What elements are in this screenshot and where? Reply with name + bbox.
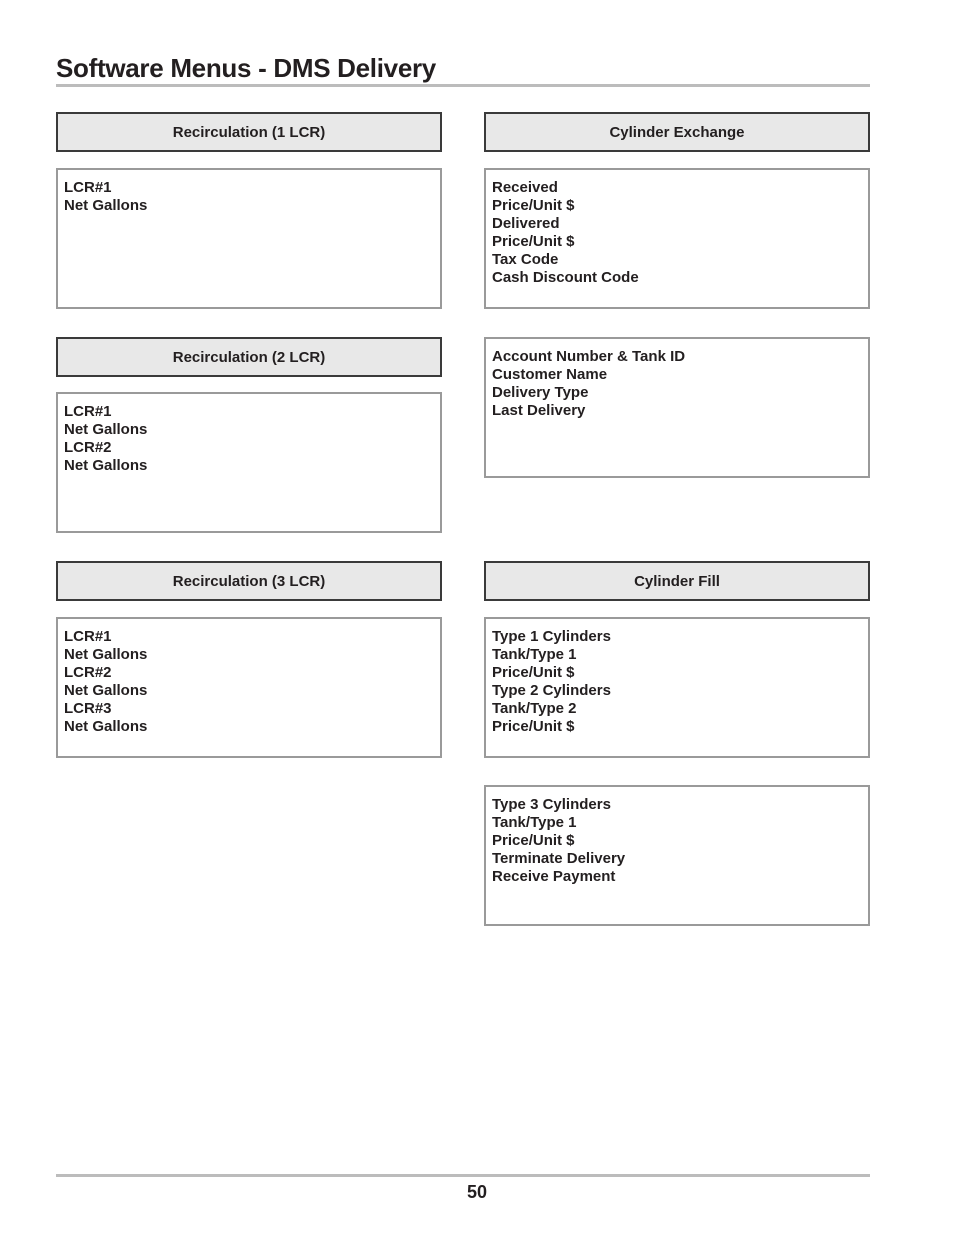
menu-item: Type 1 Cylinders (492, 628, 611, 645)
menu-item: Price/Unit $ (492, 664, 575, 681)
menu-item: LCR#1 (64, 628, 112, 645)
account-info-menu (484, 337, 870, 478)
menu-item: LCR#1 (64, 403, 112, 420)
menu-item: Type 3 Cylinders (492, 796, 611, 813)
menu-item: Price/Unit $ (492, 197, 575, 214)
menu-item: Customer Name (492, 366, 608, 383)
recirculation-1-lcr-menu (56, 168, 442, 309)
recirculation-1-lcr-header-label: Recirculation (1 LCR) (172, 123, 326, 141)
menu-item: Tank/Type 1 (492, 646, 577, 663)
recirculation-2-lcr-header-label: Recirculation (2 LCR) (172, 348, 326, 366)
menu-item: Last Delivery (492, 402, 586, 419)
menu-item: Account Number & Tank ID (492, 348, 686, 365)
menu-item: Net Gallons (64, 457, 148, 474)
menu-item: LCR#2 (64, 664, 112, 681)
cylinder-fill-menu (484, 617, 870, 758)
page-number: 50 (466, 1182, 488, 1202)
menu-item: Type 2 Cylinders (492, 682, 611, 699)
menu-item: Net Gallons (64, 197, 148, 214)
menu-item: LCR#1 (64, 179, 112, 196)
cylinder-exchange-header-label: Cylinder Exchange (609, 123, 745, 141)
menu-item: Delivery Type (492, 384, 589, 401)
cylinder-exchange-header (484, 112, 870, 152)
cylinder-fill-continued-menu (484, 785, 870, 926)
menu-item: Net Gallons (64, 421, 148, 438)
recirculation-3-lcr-header (56, 561, 442, 601)
menu-item: Cash Discount Code (492, 269, 639, 286)
menu-item: Tank/Type 1 (492, 814, 577, 831)
menu-item: Tank/Type 2 (492, 700, 577, 717)
menu-item: Receive Payment (492, 868, 616, 885)
cylinder-fill-header-label: Cylinder Fill (634, 572, 720, 590)
cylinder-exchange-menu (484, 168, 870, 309)
menu-item: Tax Code (492, 251, 559, 268)
cylinder-fill-header (484, 561, 870, 601)
page-title: Software Menus - DMS Delivery (56, 53, 436, 83)
menu-item: Received (492, 179, 558, 196)
menu-item: Net Gallons (64, 718, 148, 735)
menu-item: Net Gallons (64, 682, 148, 699)
footer-divider (56, 1174, 870, 1177)
menu-item: Price/Unit $ (492, 233, 575, 250)
recirculation-2-lcr-menu (56, 392, 442, 533)
menu-item: Delivered (492, 215, 560, 232)
recirculation-2-lcr-header (56, 337, 442, 377)
recirculation-3-lcr-menu (56, 617, 442, 758)
recirculation-3-lcr-header-label: Recirculation (3 LCR) (172, 572, 326, 590)
menu-item: Terminate Delivery (492, 850, 626, 867)
menu-item: Price/Unit $ (492, 718, 575, 735)
recirculation-1-lcr-header (56, 112, 442, 152)
menu-item: LCR#3 (64, 700, 112, 717)
menu-item: LCR#2 (64, 439, 112, 456)
menu-item: Net Gallons (64, 646, 148, 663)
title-divider (56, 84, 870, 87)
menu-item: Price/Unit $ (492, 832, 575, 849)
